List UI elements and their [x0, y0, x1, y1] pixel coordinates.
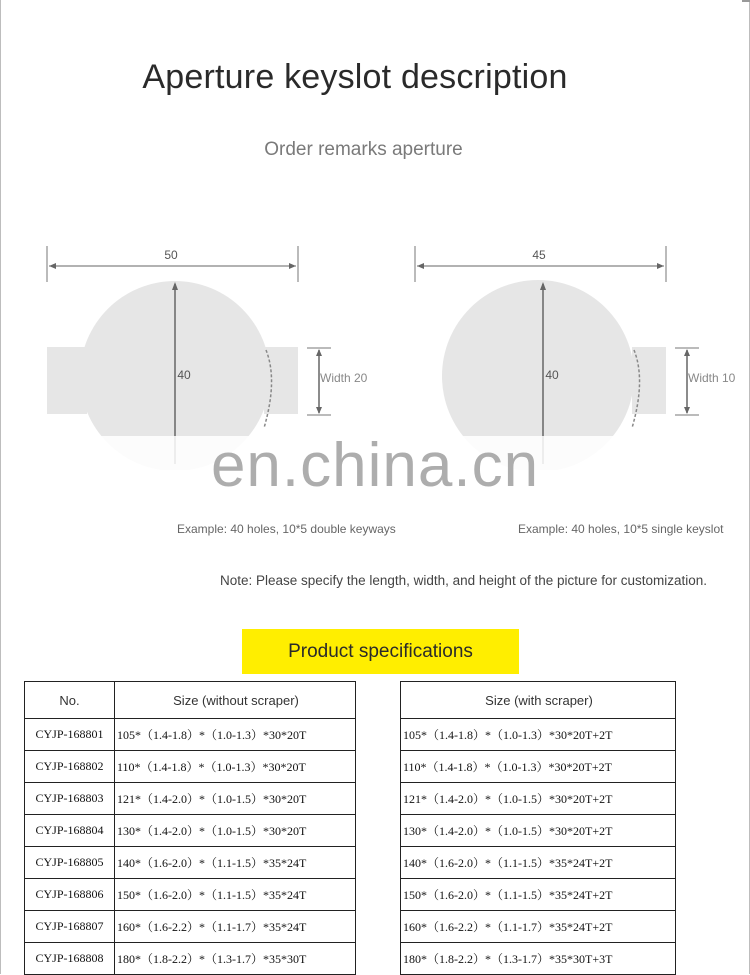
table-row — [401, 879, 676, 911]
size-cell: 121*（1.4-2.0）*（1.0-1.5）*30*20T — [115, 783, 356, 815]
size-cell: 160*（1.6-2.2）*（1.1-1.7）*35*24T+2T — [401, 911, 676, 943]
size-cell: 110*（1.4-1.8）*（1.0-1.3）*30*20T+2T — [401, 751, 676, 783]
width-dimension-label: Width 10 — [688, 371, 736, 385]
table-row — [401, 783, 676, 815]
model-number-cell: CYJP-168805 — [25, 847, 115, 879]
size-cell: 121*（1.4-2.0）*（1.0-1.5）*30*20T+2T — [401, 783, 676, 815]
table-row — [401, 911, 676, 943]
model-number-cell: CYJP-168807 — [25, 911, 115, 943]
model-number-cell: CYJP-168804 — [25, 815, 115, 847]
product-specifications-title: Product specifications — [288, 640, 473, 662]
top-dimension-value: 45 — [532, 248, 546, 262]
page-title: Aperture keyslot description — [142, 58, 568, 96]
size-cell: 160*（1.6-2.2）*（1.1-1.7）*35*24T — [115, 911, 356, 943]
model-number-cell: CYJP-168808 — [25, 943, 115, 975]
size-cell: 105*（1.4-1.8）*（1.0-1.3）*30*20T+2T — [401, 719, 676, 751]
page-subtitle: Order remarks aperture — [264, 139, 463, 160]
width-dimension-label: Width 20 — [320, 371, 368, 385]
top-dimension-value: 50 — [164, 248, 178, 262]
column-header-size-without-scraper: Size (without scraper) — [115, 682, 356, 719]
table-row — [25, 879, 356, 911]
product-specifications-banner — [242, 629, 519, 674]
size-cell: 140*（1.6-2.0）*（1.1-1.5）*35*24T+2T — [401, 847, 676, 879]
model-number-cell: CYJP-168803 — [25, 783, 115, 815]
table-row — [25, 719, 356, 751]
spec-table-with-scraper — [400, 681, 676, 975]
table-row — [25, 783, 356, 815]
size-cell: 140*（1.6-2.0）*（1.1-1.5）*35*24T — [115, 847, 356, 879]
keyway-left — [47, 347, 87, 414]
table-row — [401, 847, 676, 879]
size-cell: 150*（1.6-2.0）*（1.1-1.5）*35*24T+2T — [401, 879, 676, 911]
hole-dimension-value: 40 — [545, 368, 559, 382]
model-number-cell: CYJP-168806 — [25, 879, 115, 911]
table-row — [25, 943, 356, 975]
hole-dimension-value: 40 — [177, 368, 191, 382]
table-row — [25, 847, 356, 879]
customization-note: Note: Please specify the length, width, and height of the picture for customization. — [220, 573, 708, 588]
table-row — [401, 751, 676, 783]
table-row — [25, 815, 356, 847]
watermark-logo: en.china.cn — [210, 431, 540, 500]
table-row — [25, 911, 356, 943]
size-cell: 110*（1.4-1.8）*（1.0-1.3）*30*20T — [115, 751, 356, 783]
size-cell: 150*（1.6-2.0）*（1.1-1.5）*35*24T — [115, 879, 356, 911]
size-cell: 130*（1.4-2.0）*（1.0-1.5）*30*20T+2T — [401, 815, 676, 847]
model-number-cell: CYJP-168801 — [25, 719, 115, 751]
table-row — [25, 751, 356, 783]
table-header-row — [401, 682, 676, 719]
table-header-row — [25, 682, 356, 719]
column-header-no: No. — [25, 682, 115, 719]
size-cell: 180*（1.8-2.2）*（1.3-1.7）*35*30T — [115, 943, 356, 975]
example-caption-single: Example: 40 holes, 10*5 single keyslot — [518, 522, 724, 536]
size-cell: 130*（1.4-2.0）*（1.0-1.5）*30*20T — [115, 815, 356, 847]
size-cell: 105*（1.4-1.8）*（1.0-1.3）*30*20T — [115, 719, 356, 751]
table-row — [401, 815, 676, 847]
page-corner-mark — [742, 0, 750, 2]
table-row — [401, 719, 676, 751]
example-caption-double: Example: 40 holes, 10*5 double keyways — [177, 522, 396, 536]
table-row — [401, 943, 676, 975]
spec-table-without-scraper — [24, 681, 356, 975]
column-header-size-with-scraper: Size (with scraper) — [401, 682, 676, 719]
model-number-cell: CYJP-168802 — [25, 751, 115, 783]
size-cell: 180*（1.8-2.2）*（1.3-1.7）*35*30T+3T — [401, 943, 676, 975]
